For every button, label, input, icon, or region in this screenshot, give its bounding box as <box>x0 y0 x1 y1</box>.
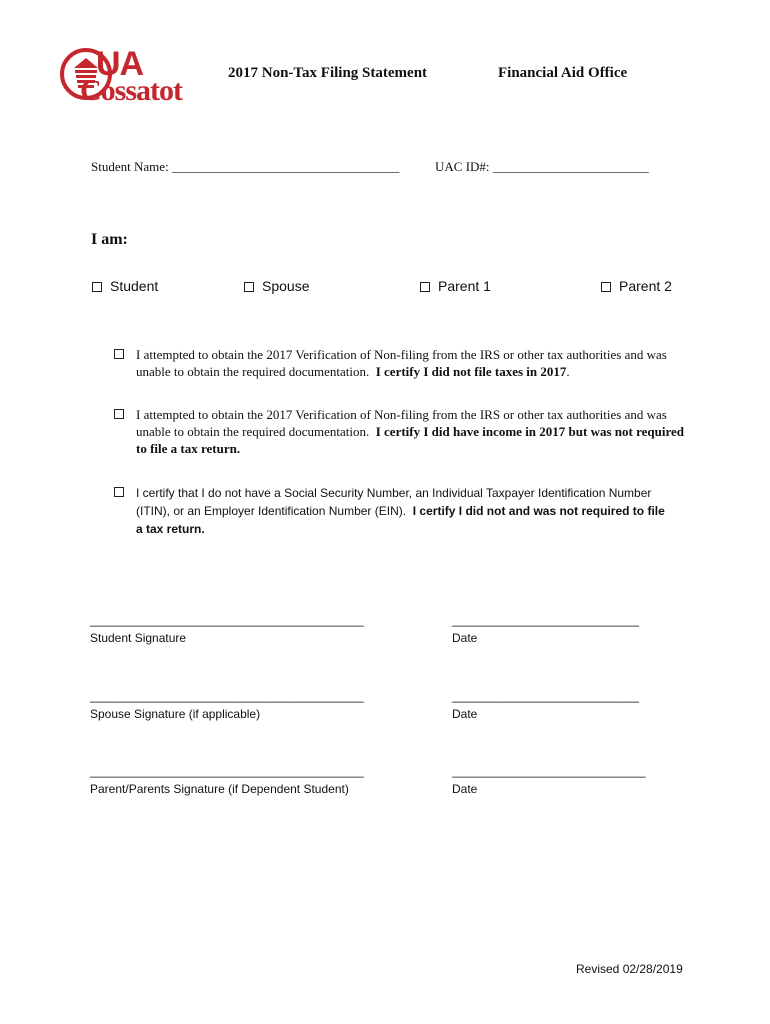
spouse-signature-label: Spouse Signature (if applicable) <box>90 707 261 721</box>
parent-signature-line[interactable]: _________________________________________ <box>90 764 364 778</box>
office-title: Financial Aid Office <box>498 65 628 81</box>
role-option-parent-1[interactable] <box>420 278 491 294</box>
logo-text-top: UA <box>96 45 144 83</box>
student-signature-line[interactable]: _________________________________________ <box>90 613 364 627</box>
certification-bold: I certify I did have income in 2017 but was not required to file a tax return. <box>136 424 684 456</box>
certification-option-2[interactable] <box>114 406 684 457</box>
student-date-line[interactable]: ____________________________ <box>452 613 639 627</box>
student-name-field[interactable]: Student Name: ___________________________________ <box>91 159 400 174</box>
ua-cossatot-logo <box>58 44 188 110</box>
checkbox-icon[interactable] <box>601 282 611 292</box>
logo-text-bottom: Cossatot <box>80 74 182 107</box>
uac-id-field[interactable]: UAC ID#: ________________________ <box>435 159 649 174</box>
iam-heading: I am: <box>91 231 128 248</box>
checkbox-icon[interactable] <box>244 282 254 292</box>
certification-text: I attempted to obtain the 2017 Verification of Non-filing from the IRS or other tax authorities and was unable to obtain the required documentation. I certify I did not file taxes in 2017. <box>136 347 667 379</box>
checkbox-icon[interactable] <box>114 409 124 419</box>
student-date-label: Date <box>452 631 478 645</box>
parent-signature-label: Parent/Parents Signature (if Dependent Student) <box>90 782 349 796</box>
role-label: Parent 2 <box>619 278 672 294</box>
student-signature-label: Student Signature <box>90 631 187 645</box>
checkbox-icon[interactable] <box>114 487 124 497</box>
parent-date-line[interactable]: _____________________________ <box>452 764 646 778</box>
spouse-signature-line[interactable]: _________________________________________ <box>90 689 364 703</box>
form-title: 2017 Non-Tax Filing Statement <box>228 65 428 81</box>
role-label: Spouse <box>262 278 310 294</box>
role-label: Student <box>110 278 159 294</box>
role-option-student[interactable] <box>92 278 158 294</box>
revised-date: Revised 02/28/2019 <box>576 962 683 976</box>
checkbox-icon[interactable] <box>92 282 102 292</box>
certification-text: I certify that I do not have a Social Security Number, an Individual Taxpayer Identification Number (ITIN), or an Employer Identification Number (EIN). I certify I did not and was not required to file a tax return. <box>136 486 665 536</box>
spouse-date-line[interactable]: ____________________________ <box>452 689 639 703</box>
certification-text: I attempted to obtain the 2017 Verification of Non-filing from the IRS or other tax authorities and was unable to obtain the required documentation. I certify I did have income in 2017 but was not required to file a tax return. <box>136 407 684 456</box>
role-label: Parent 1 <box>438 278 491 294</box>
role-option-spouse[interactable] <box>244 278 309 294</box>
certification-option-3[interactable] <box>114 484 674 538</box>
checkbox-icon[interactable] <box>114 349 124 359</box>
spouse-date-label: Date <box>452 707 478 721</box>
parent-date-label: Date <box>452 782 478 796</box>
role-option-parent-2[interactable] <box>601 278 672 294</box>
certification-bold: I certify I did not file taxes in 2017 <box>375 364 567 379</box>
checkbox-icon[interactable] <box>420 282 430 292</box>
certification-option-1[interactable] <box>114 346 684 380</box>
certification-bold: I certify I did not and was not required to file a tax return. <box>136 504 665 536</box>
